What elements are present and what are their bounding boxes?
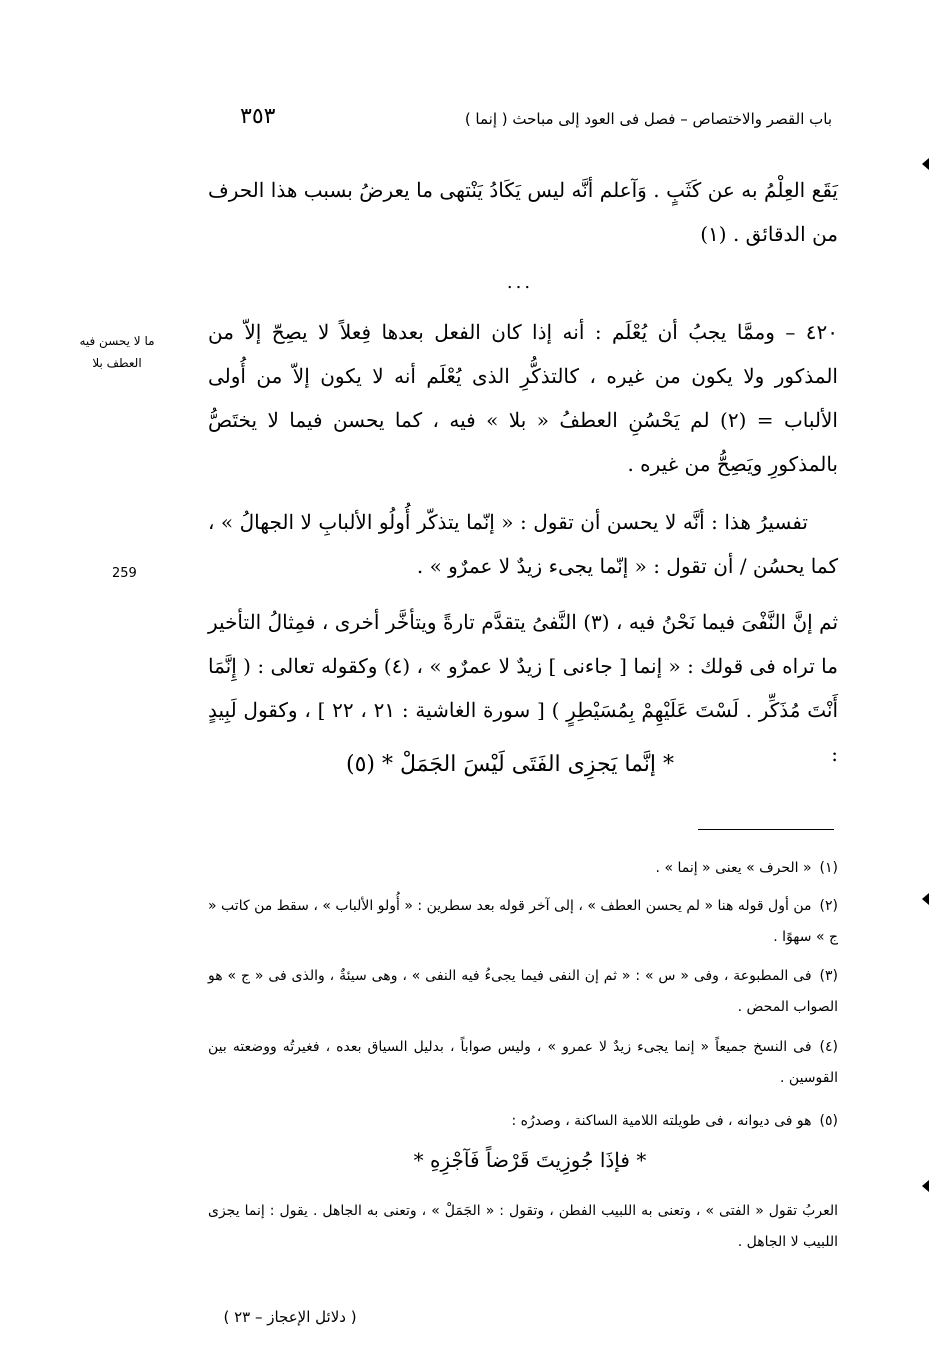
body-paragraph: تفسيرُ هذا : أنَّه لا يحسن أن تقول : « إنّما يتذكّر أُولُو الألبابِ لا الجهالُ » ، كما يحسُن / أن تقول : « إنّما يجىء زيدٌ لا عمرٌو » . bbox=[208, 510, 838, 578]
footnote-number: (٥) bbox=[819, 1113, 838, 1129]
footnote-2 bbox=[208, 891, 838, 953]
running-header bbox=[200, 104, 840, 134]
edge-mark bbox=[922, 893, 929, 905]
page-footer: ( دلائل الإعجاز – ٢٣ ) bbox=[223, 1308, 357, 1326]
paragraph-continuation bbox=[208, 168, 838, 256]
footnote-number: (٤) bbox=[819, 1039, 838, 1055]
footnote-text: « الحرف » يعنى « إنما » . bbox=[655, 860, 812, 876]
edge-mark bbox=[922, 1180, 929, 1192]
footnote-text: فى المطبوعة ، وفى « س » : « ثم إن النفى فيما يجىءُ فيه النفى » ، وهى سيئةٌ ، والذى فى « ج » هو الصواب المحض . bbox=[208, 968, 838, 1015]
running-title: باب القصر والاختصاص – فصل فى العود إلى مباحث ( إنما ) bbox=[464, 110, 832, 128]
footnote-5 bbox=[208, 1106, 838, 1137]
poetry-verse: * إنَّما يَجزِى الفَتَى لَيْسَ الجَمَلْ * (٥) bbox=[345, 752, 674, 777]
footnote-1 bbox=[208, 853, 838, 884]
footnote-number: (١) bbox=[819, 860, 838, 876]
edge-mark bbox=[922, 158, 929, 170]
body-paragraph: ثم إنَّ النَّفْىَ فيما نَحْنُ فيه ، (٣) النَّفىُ يتقدَّم تارةً ويتأخَّر أخرى ، فمِثالُ التأخير ما تراه فى قولك : « إنما [ جاءنى ] زيدٌ لا عمرٌو » ، (٤) وكقوله تعالى : ( إِنَّمَا أَنْتَ مُذَكِّر . لَسْتَ عَلَيْهِمْ بِمُسَيْطِرٍ ) [ سورة الغاشية : ٢١ ، ٢٢ ] ، وكقول لَبِيدٍ : bbox=[208, 610, 839, 766]
footnote-verse: * فإذَا جُوزِيتَ قَرْضاً فَآجْزِهِ * bbox=[413, 1148, 647, 1172]
footnote-text: هو فى ديوانه ، فى طويلته اللامية الساكنة ، وصدرُه : bbox=[511, 1113, 812, 1129]
paragraph-explanation bbox=[208, 500, 838, 588]
paragraph-420 bbox=[208, 310, 838, 486]
footnote-number: (٢) bbox=[819, 898, 838, 914]
body-paragraph: يَقَع العِلْمُ به عن كَثَبٍ . وَآعلم أنَّه ليس يَكَادُ يَنْتهى ما يعرضُ بسبب هذا الحرف من الدقائق . (١) bbox=[208, 178, 838, 246]
footnote-rule bbox=[698, 829, 834, 830]
paragraph-negation bbox=[208, 600, 838, 776]
footnote-text: العربُ تقول « الفتى » ، وتعنى به اللبيب الفطن ، وتقول : « الجَمَلْ » ، وتعنى به الجاهل . يقول : إنما يجزى اللبيب لا الجاهل . bbox=[208, 1203, 838, 1250]
page-number: ٣٥٣ bbox=[240, 104, 276, 129]
manuscript-page-ref: 259 bbox=[112, 566, 137, 581]
footnote-5-continuation bbox=[208, 1196, 838, 1258]
footnote-number: (٣) bbox=[819, 968, 838, 984]
footnote-text: فى النسخ جميعاً « إنما يجىء زيدٌ لا عمرو » ، وليس صواباً ، بدليل السياق بعده ، فغيرتُه ووضعته بين القوسين . bbox=[208, 1039, 838, 1086]
section-separator: ... bbox=[506, 272, 534, 293]
footnote-text: من أول قوله هنا « لم يحسن العطف » ، إلى آخر قوله بعد سطرين : « أُولو الألباب » ، سقط من كاتب « ج » سهوًا . bbox=[208, 898, 838, 945]
footnote-3 bbox=[208, 961, 838, 1023]
footnote-4 bbox=[208, 1032, 838, 1094]
body-paragraph: ٤٢٠ – وممَّا يجبُ أن يُعْلَم : أنه إذا كان الفعل بعدها فِعلاً لا يصِحّ إلاّ من المذكور ولا يكون من غيره ، كالتذكُّرِ الذى يُعْلَم أنه لا يكون إلاّ من أُولى الألباب = (٢) لم يَحْسُنِ العطفُ « بلا » فيه ، كما يحسن فيما لا يختَصُّ بالمذكورِ ويَصِحُّ من غيره . bbox=[208, 320, 838, 476]
margin-note: ما لا يحسن فيه العطف بلا bbox=[79, 334, 155, 370]
